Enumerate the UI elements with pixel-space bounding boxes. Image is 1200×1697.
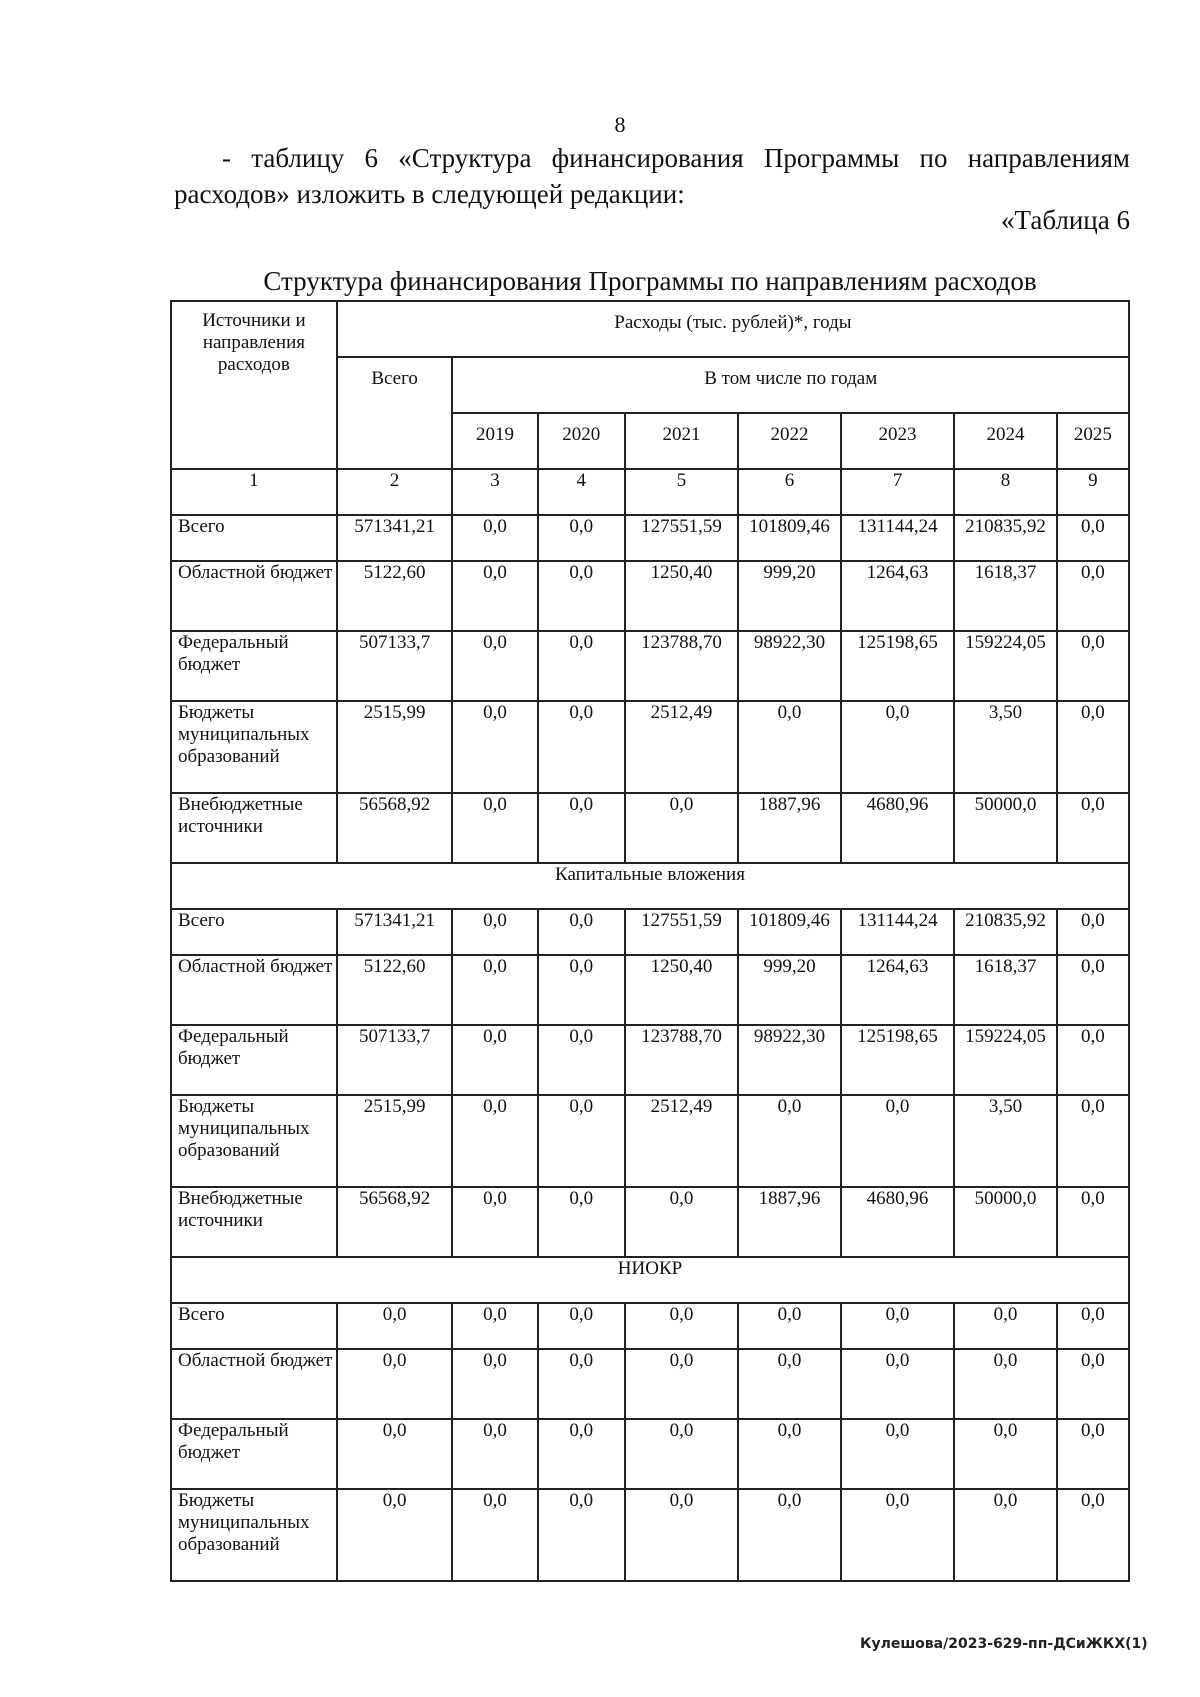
- column-number: 3: [452, 469, 537, 515]
- cell-value: 0,0: [841, 1095, 954, 1187]
- cell-value: 1618,37: [954, 561, 1057, 631]
- cell-value: 0,0: [841, 701, 954, 793]
- intro-text: - таблицу 6 «Структура финансирования Программы по направлениям расходов» изложить в следующей редакции:: [174, 143, 1130, 209]
- page-number: 8: [614, 112, 626, 137]
- row-label: Бюджеты муниципальных образований: [171, 1489, 337, 1581]
- cell-value: 123788,70: [625, 631, 738, 701]
- header-year: 2021: [625, 413, 738, 469]
- cell-value: 0,0: [1057, 561, 1129, 631]
- cell-value: 0,0: [452, 701, 537, 793]
- row-label: Федеральный бюджет: [171, 631, 337, 701]
- header-sources: Источники и направления расходов: [171, 301, 337, 469]
- cell-value: 0,0: [954, 1419, 1057, 1489]
- cell-value: 159224,05: [954, 1025, 1057, 1095]
- cell-value: 4680,96: [841, 1187, 954, 1257]
- cell-value: 210835,92: [954, 515, 1057, 561]
- row-label: Областной бюджет: [171, 955, 337, 1025]
- cell-value: 56568,92: [337, 793, 453, 863]
- cell-value: 0,0: [954, 1303, 1057, 1349]
- table-row: [171, 1025, 1129, 1095]
- cell-value: 0,0: [1057, 1025, 1129, 1095]
- cell-value: 0,0: [452, 1303, 537, 1349]
- column-number: 6: [738, 469, 841, 515]
- table-row: [171, 1419, 1129, 1489]
- cell-value: 50000,0: [954, 1187, 1057, 1257]
- cell-value: 0,0: [1057, 793, 1129, 863]
- table-row: [171, 701, 1129, 793]
- cell-value: 0,0: [1057, 631, 1129, 701]
- cell-value: 507133,7: [337, 1025, 453, 1095]
- cell-value: 0,0: [337, 1489, 453, 1581]
- section-capital: [171, 863, 1129, 909]
- column-number: 7: [841, 469, 954, 515]
- cell-value: 0,0: [452, 1489, 537, 1581]
- row-label: Бюджеты муниципальных образований: [171, 701, 337, 793]
- cell-value: 0,0: [538, 955, 625, 1025]
- table-title: Структура финансирования Программы по направлениям расходов: [263, 266, 1037, 296]
- cell-value: 0,0: [538, 1187, 625, 1257]
- cell-value: 1887,96: [738, 793, 841, 863]
- cell-value: 0,0: [1057, 1419, 1129, 1489]
- cell-value: 0,0: [841, 1489, 954, 1581]
- cell-value: 4680,96: [841, 793, 954, 863]
- cell-value: 0,0: [954, 1349, 1057, 1419]
- header-by-years: В том числе по годам: [452, 357, 1129, 413]
- cell-value: 0,0: [452, 909, 537, 955]
- row-label: Областной бюджет: [171, 561, 337, 631]
- row-label: Внебюджетные источники: [171, 793, 337, 863]
- cell-value: 3,50: [954, 701, 1057, 793]
- cell-value: 1250,40: [625, 955, 738, 1025]
- cell-value: 50000,0: [954, 793, 1057, 863]
- cell-value: 2512,49: [625, 1095, 738, 1187]
- cell-value: 0,0: [452, 561, 537, 631]
- cell-value: 1264,63: [841, 955, 954, 1025]
- cell-value: 5122,60: [337, 955, 453, 1025]
- header-year: 2023: [841, 413, 954, 469]
- cell-value: 56568,92: [337, 1187, 453, 1257]
- row-label: Всего: [171, 1303, 337, 1349]
- cell-value: 123788,70: [625, 1025, 738, 1095]
- cell-value: 5122,60: [337, 561, 453, 631]
- cell-value: 571341,21: [337, 515, 453, 561]
- cell-value: 0,0: [1057, 1303, 1129, 1349]
- table-row: [171, 631, 1129, 701]
- cell-value: 0,0: [538, 1025, 625, 1095]
- cell-value: 210835,92: [954, 909, 1057, 955]
- cell-value: 0,0: [452, 955, 537, 1025]
- table-row: [171, 1489, 1129, 1581]
- table-row: [171, 561, 1129, 631]
- cell-value: 0,0: [1057, 1489, 1129, 1581]
- header-year: 2024: [954, 413, 1057, 469]
- cell-value: 999,20: [738, 955, 841, 1025]
- column-number: 2: [337, 469, 453, 515]
- cell-value: 0,0: [841, 1349, 954, 1419]
- cell-value: 0,0: [625, 793, 738, 863]
- column-number: 8: [954, 469, 1057, 515]
- cell-value: 1264,63: [841, 561, 954, 631]
- column-number: 1: [171, 469, 337, 515]
- cell-value: 0,0: [625, 1419, 738, 1489]
- cell-value: 0,0: [738, 1419, 841, 1489]
- row-label: Всего: [171, 515, 337, 561]
- row-label: Всего: [171, 909, 337, 955]
- cell-value: 0,0: [538, 631, 625, 701]
- cell-value: 0,0: [538, 1303, 625, 1349]
- cell-value: 507133,7: [337, 631, 453, 701]
- cell-value: 0,0: [337, 1419, 453, 1489]
- cell-value: 571341,21: [337, 909, 453, 955]
- cell-value: 0,0: [452, 1025, 537, 1095]
- cell-value: 3,50: [954, 1095, 1057, 1187]
- row-label: Бюджеты муниципальных образований: [171, 1095, 337, 1187]
- section-capital-title: Капитальные вложения: [171, 863, 1129, 909]
- cell-value: 159224,05: [954, 631, 1057, 701]
- cell-value: 2512,49: [625, 701, 738, 793]
- cell-value: 0,0: [1057, 1349, 1129, 1419]
- column-number: 5: [625, 469, 738, 515]
- column-number: 4: [538, 469, 625, 515]
- cell-value: 0,0: [538, 1095, 625, 1187]
- header-year: 2020: [538, 413, 625, 469]
- cell-value: 0,0: [954, 1489, 1057, 1581]
- cell-value: 0,0: [538, 909, 625, 955]
- cell-value: 0,0: [738, 1303, 841, 1349]
- cell-value: 0,0: [452, 1095, 537, 1187]
- cell-value: 0,0: [1057, 701, 1129, 793]
- cell-value: 98922,30: [738, 631, 841, 701]
- row-label: Федеральный бюджет: [171, 1419, 337, 1489]
- cell-value: 0,0: [1057, 1095, 1129, 1187]
- financing-table: [170, 300, 1130, 1582]
- cell-value: 131144,24: [841, 515, 954, 561]
- section-niokr: [171, 1257, 1129, 1303]
- cell-value: 0,0: [738, 701, 841, 793]
- cell-value: 0,0: [625, 1489, 738, 1581]
- cell-value: 0,0: [625, 1303, 738, 1349]
- header-year: 2022: [738, 413, 841, 469]
- column-number: 9: [1057, 469, 1129, 515]
- cell-value: 0,0: [625, 1349, 738, 1419]
- table-row: [171, 1303, 1129, 1349]
- cell-value: 999,20: [738, 561, 841, 631]
- cell-value: 2515,99: [337, 1095, 453, 1187]
- cell-value: 0,0: [1057, 955, 1129, 1025]
- cell-value: 125198,65: [841, 631, 954, 701]
- cell-value: 0,0: [538, 515, 625, 561]
- cell-value: 0,0: [452, 793, 537, 863]
- cell-value: 2515,99: [337, 701, 453, 793]
- table-row: [171, 909, 1129, 955]
- cell-value: 125198,65: [841, 1025, 954, 1095]
- cell-value: 127551,59: [625, 909, 738, 955]
- cell-value: 0,0: [452, 1187, 537, 1257]
- cell-value: 0,0: [738, 1489, 841, 1581]
- cell-value: 127551,59: [625, 515, 738, 561]
- table-row: [171, 955, 1129, 1025]
- cell-value: 131144,24: [841, 909, 954, 955]
- cell-value: 101809,46: [738, 909, 841, 955]
- table-label: «Таблица 6: [1001, 205, 1130, 235]
- cell-value: 0,0: [1057, 515, 1129, 561]
- cell-value: 101809,46: [738, 515, 841, 561]
- cell-value: 0,0: [538, 793, 625, 863]
- table-row: [171, 1095, 1129, 1187]
- document-reference: Кулешова/2023-629-пп-ДСиЖКХ(1): [860, 1636, 1148, 1652]
- table-row: [171, 793, 1129, 863]
- cell-value: 0,0: [1057, 1187, 1129, 1257]
- cell-value: 0,0: [538, 1349, 625, 1419]
- cell-value: 0,0: [538, 561, 625, 631]
- header-year: 2025: [1057, 413, 1129, 469]
- header-total: Всего: [337, 357, 453, 469]
- cell-value: 0,0: [738, 1349, 841, 1419]
- cell-value: 1250,40: [625, 561, 738, 631]
- cell-value: 1618,37: [954, 955, 1057, 1025]
- cell-value: 0,0: [738, 1095, 841, 1187]
- cell-value: 0,0: [452, 1349, 537, 1419]
- table-row: [171, 515, 1129, 561]
- cell-value: 0,0: [625, 1187, 738, 1257]
- cell-value: 0,0: [538, 1419, 625, 1489]
- cell-value: 0,0: [538, 701, 625, 793]
- cell-value: 0,0: [841, 1303, 954, 1349]
- cell-value: 0,0: [337, 1349, 453, 1419]
- cell-value: 0,0: [452, 515, 537, 561]
- header-expenses: Расходы (тыс. рублей)*, годы: [337, 301, 1129, 357]
- cell-value: 1887,96: [738, 1187, 841, 1257]
- cell-value: 0,0: [538, 1489, 625, 1581]
- cell-value: 98922,30: [738, 1025, 841, 1095]
- cell-value: 0,0: [337, 1303, 453, 1349]
- cell-value: 0,0: [452, 631, 537, 701]
- cell-value: 0,0: [452, 1419, 537, 1489]
- intro-paragraph: [174, 140, 1130, 212]
- row-label: Областной бюджет: [171, 1349, 337, 1419]
- table-row: [171, 1349, 1129, 1419]
- row-label: Внебюджетные источники: [171, 1187, 337, 1257]
- table-row: [171, 1187, 1129, 1257]
- section-niokr-title: НИОКР: [171, 1257, 1129, 1303]
- header-year: 2019: [452, 413, 537, 469]
- row-label: Федеральный бюджет: [171, 1025, 337, 1095]
- cell-value: 0,0: [1057, 909, 1129, 955]
- cell-value: 0,0: [841, 1419, 954, 1489]
